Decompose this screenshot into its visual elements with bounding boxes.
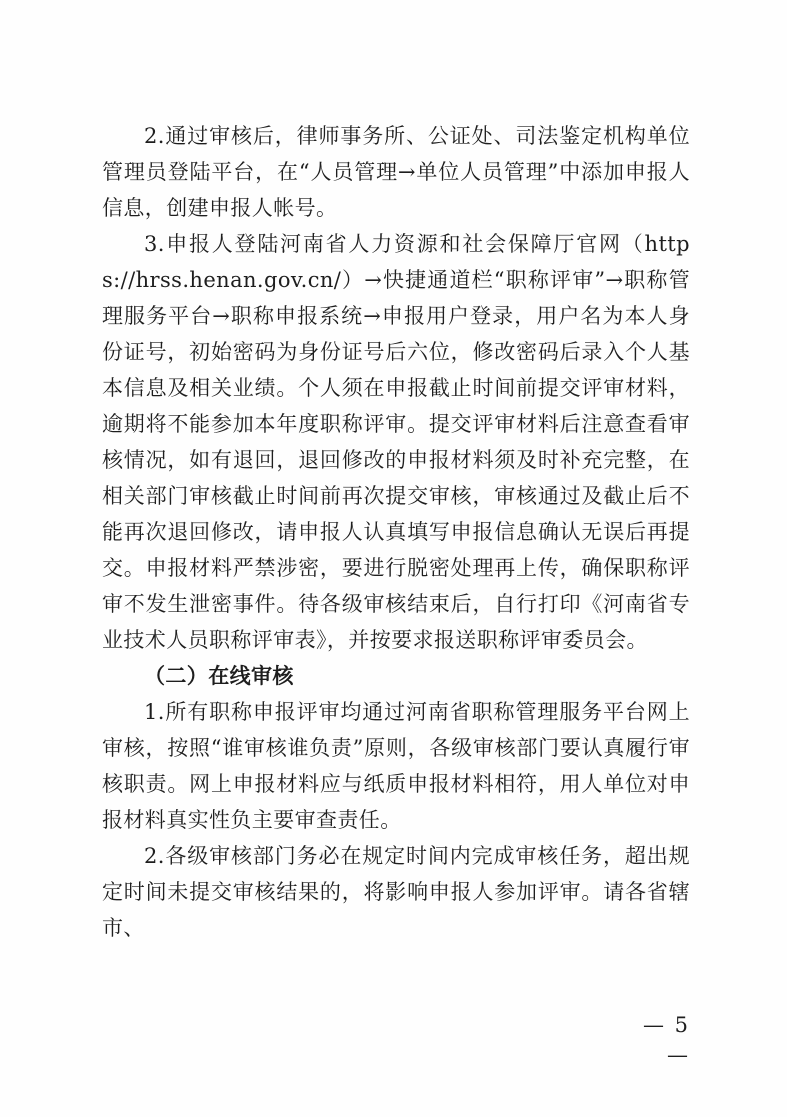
section-heading-online-review: （二）在线审核 [144,664,294,688]
paragraph-account-creation: 2.通过审核后，律师事务所、公证处、司法鉴定机构单位管理员登陆平台，在“人员管理→单位人员管理”中添加申报人信息，创建申报人帐号。 [102,124,690,220]
page-number: — 5 — [642,1013,690,1067]
document-body [102,118,690,946]
paragraph-online-review-responsibility: 1.所有职称申报评审均通过河南省职称管理服务平台网上审核，按照“谁审核谁负责”原则，各级审核部门要认真履行审核职责。网上申报材料应与纸质申报材料相符，用人单位对申报材料真实性负主要审查责任。 [102,700,690,832]
paragraph-review-deadline: 2.各级审核部门务必在规定时间内完成审核任务，超出规定时间未提交审核结果的，将影响申报人参加评审。请各省辖市、 [102,844,690,940]
paragraph-applicant-login: 3.申报人登陆河南省人力资源和社会保障厅官网（https://hrss.henan.gov.cn/）→快捷通道栏“职称评审”→职称管理服务平台→职称申报系统→申报用户登录，用户名为本人身份证号，初始密码为身份证号后六位，修改密码后录入个人基本信息及相关业绩。个人须在申报截止时间前提交评审材料，逾期将不能参加本年度职称评审。提交评审材料后注意查看审核情况，如有退回，退回修改的申报材料须及时补充完整，在相关部门审核截止时间前再次提交审核，审核通过及截止后不能再次退回修改，请申报人认真填写申报信息确认无误后再提交。申报材料严禁涉密，要进行脱密处理再上传，确保职称评审不发生泄密事件。待各级审核结束后，自行打印《河南省专业技术人员职称评审表》，并按要求报送职称评审委员会。 [102,232,690,652]
